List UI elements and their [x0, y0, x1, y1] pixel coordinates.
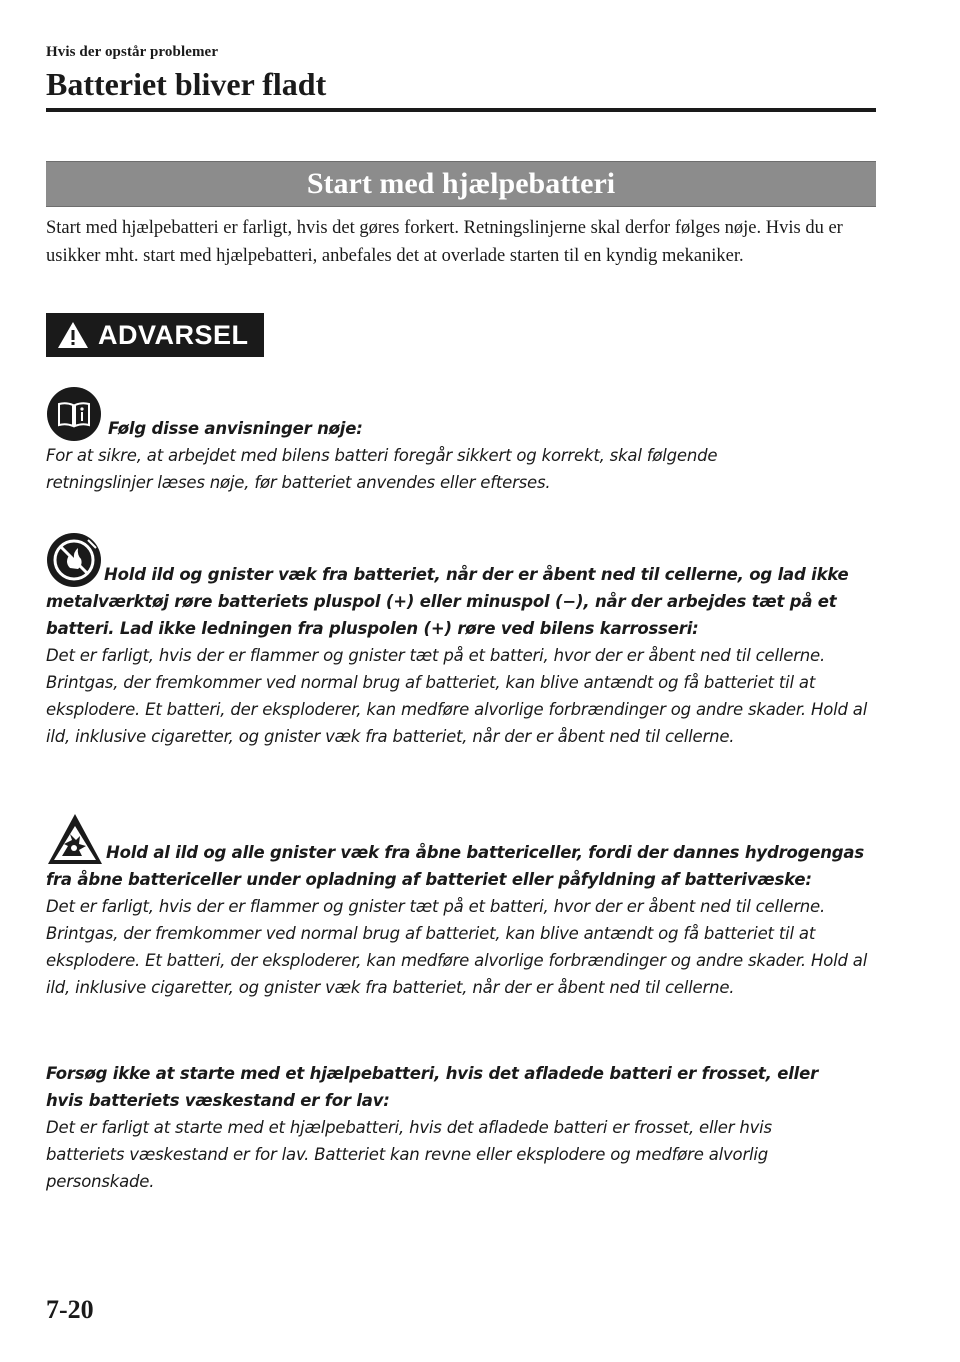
title-rule [46, 108, 876, 112]
page-number: 7-20 [46, 1295, 94, 1324]
block-body: Det er farligt at starte med et hjælpebatteri, hvis det afladede batteri er frosset, eller hvis batteriets væskestand er for lav. Batteriet kan revne eller eksplodere og medføre alvorlig personskade. [46, 1118, 772, 1191]
section-title-bar: Start med hjælpebatteri [46, 161, 876, 207]
block-heading: Hold ild og gnister væk fra batteriet, når der er åbent ned til cellerne, og lad ikke metalværktøj røre batteriets pluspol (+) eller minuspol (−), når der arbejdes tæt på et batteri. Lad ikke ledningen fra pluspolen (+) røre ved bilens karrosseri: [46, 565, 849, 638]
block-heading-wrap [46, 532, 886, 642]
block-body: Det er farligt, hvis der er flammer og gnister tæt på et batteri, hvor der er åbent ned til cellerne. Brintgas, der fremkommer ved normal brug af batteriet, kan blive antændt og få batteriet til at eksplodere. Et batteri, der eksploderer, kan medføre alvorlige forbrændinger og andre skader. Hold al ild, inklusive cigaretter, og gnister væk fra batteriet, når der er åbent ned til cellerne. [46, 897, 868, 997]
warning-block-no-fire [46, 532, 886, 750]
warning-triangle-icon [56, 320, 90, 350]
block-body: For at sikre, at arbejdet med bilens batteri foregår sikkert og korrekt, skal følgende retningslinjer læses nøje, før batteriet anvendes eller efterses. [46, 446, 718, 492]
section-intro: Start med hjælpebatteri er farligt, hvis det gøres forkert. Retningslinjerne skal derfor følges nøje. Hvis du er usikker mht. start med hjælpebatteri, anbefales det at overlade starten til en kyndig mekaniker. [46, 218, 843, 266]
block-body: Det er farligt, hvis der er flammer og gnister tæt på et batteri, hvor der er åbent ned til cellerne. Brintgas, der fremkommer ved normal brug af batteriet, kan blive antændt og få batteriet til at eksplodere. Et batteri, der eksploderer, kan medføre alvorlige forbrændinger og andre skader. Hold al ild, inklusive cigaretter, og gnister væk fra batteriet, når der er åbent ned til cellerne. [46, 646, 868, 746]
block-heading-wrap [46, 812, 886, 893]
page-title: Batteriet bliver fladt [46, 66, 327, 102]
chapter-label: Hvis der opstår problemer [46, 44, 219, 60]
no-fire-icon [46, 532, 102, 588]
warning-block-explosion [46, 812, 886, 1001]
warning-badge [46, 313, 264, 357]
block-heading: Følg disse anvisninger nøje: [108, 419, 363, 438]
block-heading: Forsøg ikke at starte med et hjælpebatteri, hvis det afladede batteri er frosset, eller hvis batteriets væskestand er for lav: [46, 1064, 819, 1110]
block-heading: Hold al ild og alle gnister væk fra åbne battericeller, fordi der dannes hydrogengas fra åbne battericeller under opladning af batteriet eller påfyldning af batterivæske: [46, 843, 864, 889]
manual-info-icon [46, 386, 102, 442]
warning-block-frozen-battery [46, 1060, 886, 1195]
explosion-warning-icon [46, 812, 104, 866]
warning-block-instructions [46, 386, 886, 496]
warning-label: ADVARSEL [98, 319, 249, 350]
